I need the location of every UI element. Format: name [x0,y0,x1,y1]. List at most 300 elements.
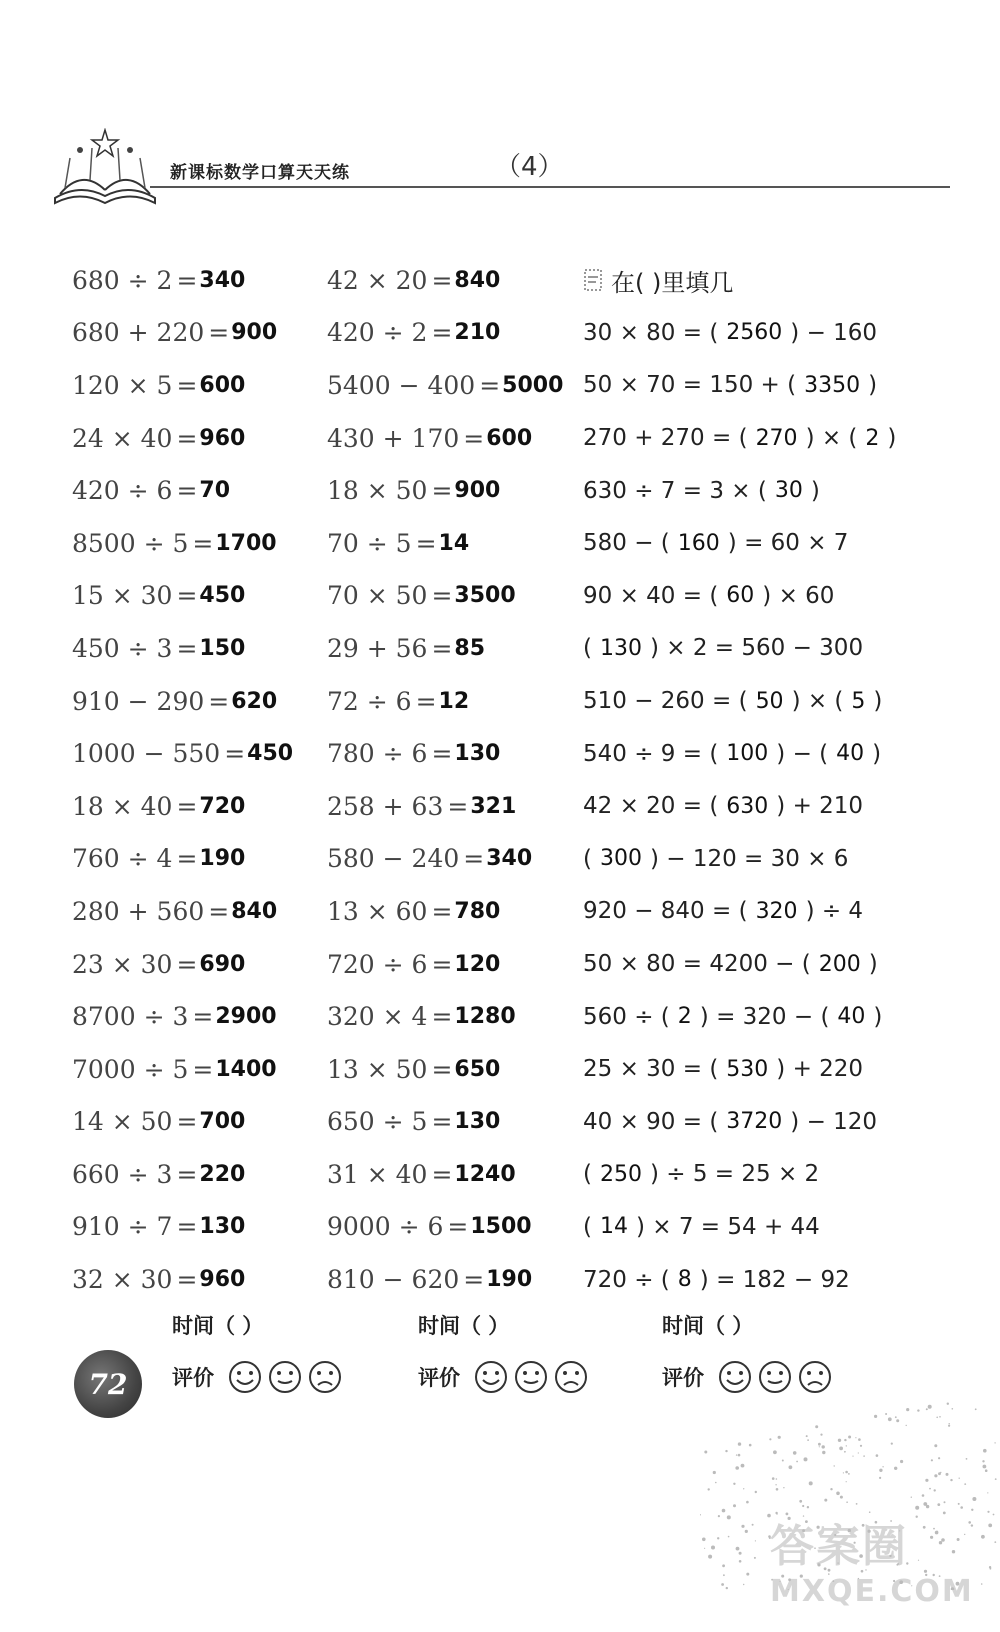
decor-dot [985,1469,988,1472]
sad-face-icon [798,1360,832,1394]
equals-sign: = [192,1002,214,1032]
decor-dot [922,1494,925,1497]
header-divider [150,186,950,188]
equals-sign: = [431,1002,453,1032]
equals-sign: = [176,791,198,821]
fill-text: 40 × 90 = ( [583,1108,719,1135]
decor-dot [895,1416,897,1418]
decor-dot [783,1487,784,1488]
calc-question: 15 × 30 [72,581,173,611]
equals-sign: = [208,686,230,716]
calc-answer: 620 [231,688,278,714]
decor-dot [858,1438,861,1441]
calc-row [327,780,577,833]
fill-answer: 250 [599,1161,642,1187]
fill-text: ) [868,372,878,399]
calc-answer: 900 [454,478,501,504]
calc-question: 910 − 290 [72,686,205,716]
fill-blank-row [583,1253,983,1306]
fill-text: ) × ( [805,425,858,452]
decor-dot [717,1537,719,1539]
decor-dot [733,1483,735,1485]
calc-answer: 85 [454,635,486,661]
fill-blank-row [583,833,983,886]
calc-answer: 960 [199,1267,246,1293]
decor-dot [722,1566,723,1567]
calc-question: 13 × 60 [327,896,428,926]
decor-dot [818,1443,821,1446]
fill-blank-row [583,412,983,465]
decor-dot [845,1471,848,1474]
decor-dot [745,1530,748,1533]
decor-dot [888,1417,892,1421]
equals-sign: = [431,633,453,663]
calc-question: 1000 − 550 [72,739,221,769]
decor-dot [755,1540,756,1541]
fill-text: ) + 220 [776,1056,864,1083]
decor-dot [782,1460,784,1462]
calc-row [327,885,577,938]
decor-dot [796,1461,798,1463]
decor-dot [946,1473,949,1476]
equals-sign: = [447,1212,469,1242]
equals-sign: = [431,265,453,295]
calc-answer: 900 [231,320,278,346]
calc-answer: 720 [199,793,246,819]
fill-answer: 40 [836,741,865,767]
equals-sign: = [431,318,453,348]
decor-dot [960,1506,963,1509]
fill-text: ) [868,951,878,978]
calc-question: 430 + 170 [327,423,460,453]
decor-dot [822,1445,825,1448]
calc-answer: 5000 [502,372,564,398]
calc-question: 31 × 40 [327,1159,428,1189]
calc-answer: 3500 [454,583,516,609]
decor-dot [733,1504,736,1507]
calc-row [72,254,322,307]
decor-dot [852,1456,853,1457]
decor-dot [882,1466,883,1467]
decor-dot [725,1450,727,1452]
calc-question: 280 + 560 [72,896,205,926]
equals-sign: = [463,844,485,874]
calc-row [327,1096,577,1149]
decor-dot [934,1444,937,1447]
decor-dot [855,1437,856,1438]
fill-answer: 530 [726,1056,769,1082]
fill-text: ) [873,688,883,715]
calc-question: 70 × 50 [327,581,428,611]
decor-dot [939,1416,941,1418]
calc-row [72,1253,322,1306]
calc-answer: 650 [454,1056,501,1082]
calc-row [327,990,577,1043]
calc-answer: 840 [454,267,501,293]
fill-blank-row [583,990,983,1043]
calc-question: 720 ÷ 6 [327,949,428,979]
calc-question: 420 ÷ 2 [327,318,428,348]
calc-row [72,938,322,991]
equals-sign: = [431,949,453,979]
fill-text: ) [887,425,897,452]
decor-dot [743,1488,744,1489]
time-label: 时间（ ） [418,1314,510,1338]
calc-row [72,412,322,465]
decor-dot [891,1443,893,1445]
equals-sign: = [176,1212,198,1242]
calc-row [72,1148,322,1201]
decor-dot [876,1454,879,1457]
fill-answer: 40 [837,1004,866,1030]
watermark [770,1510,1000,1620]
decor-dot [983,1465,987,1469]
decor-dot [972,1497,976,1501]
decor-dot [718,1515,720,1517]
fill-text: ( [583,635,592,662]
calc-answer: 220 [199,1161,246,1187]
fill-text: ( [583,1161,592,1188]
equals-sign: = [176,370,198,400]
fill-answer: 630 [726,793,769,819]
calc-row [327,570,577,623]
calc-row [72,464,322,517]
equals-sign: = [224,739,246,769]
calc-answer: 1700 [215,530,277,556]
calc-question: 42 × 20 [327,265,428,295]
fill-answer: 2 [865,425,880,451]
decor-dot [776,1488,779,1491]
page-number: 72 [88,1367,128,1401]
evaluation-label: 评价 [662,1366,704,1390]
calc-answer: 1400 [215,1056,277,1082]
calc-answer: 12 [438,688,470,714]
calc-answer: 130 [199,1214,246,1240]
calc-answer: 2900 [215,1004,277,1030]
fill-text: ) − ( [776,740,829,767]
calc-question: 450 ÷ 3 [72,633,173,663]
equals-sign: = [431,581,453,611]
calc-row [72,307,322,360]
calc-question: 70 ÷ 5 [327,528,412,558]
neutral-face-icon [514,1360,548,1394]
decor-dot [739,1552,742,1555]
task-marker-icon [583,267,605,293]
calc-answer: 960 [199,425,246,451]
decor-dot [822,1451,825,1454]
calc-question: 760 ÷ 4 [72,844,173,874]
fill-answer: 270 [755,425,798,451]
calc-question: 258 + 63 [327,791,444,821]
fill-blank-row [583,780,983,833]
fill-text: ) [872,740,882,767]
fill-text: ) × 60 [762,582,835,609]
decor-dot [772,1477,775,1480]
decor-dot [807,1506,809,1508]
fill-blank-row [583,359,983,412]
decor-dot [723,1574,725,1576]
decor-dot [700,1514,701,1515]
fill-text: 270 + 270 = ( [583,425,748,452]
neutral-face-icon [268,1360,302,1394]
calc-question: 8700 ÷ 3 [72,1002,189,1032]
equals-sign: = [479,370,501,400]
decor-dot [746,1501,749,1504]
decor-dot [952,1408,954,1410]
calc-row [327,254,577,307]
decor-dot [937,1503,940,1506]
calc-question: 810 − 620 [327,1265,460,1295]
decor-dot [900,1460,903,1463]
calc-answer: 190 [199,846,246,872]
fill-text: ) × ( [791,688,844,715]
decor-dot [925,1479,928,1482]
decor-dot [987,1492,988,1493]
equals-sign: = [447,791,469,821]
calc-answer: 340 [199,267,246,293]
fill-text: ) = 60 × 7 [727,530,849,557]
decor-dot [885,1413,887,1415]
decor-dot [819,1446,820,1447]
calc-question: 650 ÷ 5 [327,1107,428,1137]
fill-blank-row [583,464,983,517]
fill-text: 580 − ( [583,530,670,557]
decor-dot [836,1492,840,1496]
decor-dot [879,1477,881,1479]
decor-dot [743,1584,744,1585]
calc-answer: 150 [199,635,246,661]
calc-row [327,307,577,360]
calc-answer: 70 [199,478,231,504]
calc-question: 23 × 30 [72,949,173,979]
calc-row [72,359,322,412]
decor-dot [769,1438,771,1440]
calc-row [327,1148,577,1201]
calc-row [72,990,322,1043]
fill-text: 720 ÷ ( [583,1266,670,1293]
fill-answer: 300 [599,846,642,872]
footer-block-2 [418,1310,588,1394]
decor-dot [926,1505,929,1508]
calc-row [72,622,322,675]
decor-dot [879,1469,882,1472]
fill-blank-row [583,938,983,991]
decor-dot [840,1496,843,1499]
evaluation-row [418,1360,588,1394]
sad-face-icon [554,1360,588,1394]
decor-dot [746,1573,749,1576]
evaluation-label: 评价 [418,1366,460,1390]
decor-dot [721,1583,724,1586]
fill-blank-title: 在( )里填几 [611,268,734,297]
fill-blank-row [583,1043,983,1096]
decor-dot [776,1478,778,1480]
calc-question: 680 + 220 [72,318,205,348]
calc-question: 24 × 40 [72,423,173,453]
decor-dot [722,1509,726,1513]
calc-row [327,517,577,570]
fill-answer: 320 [755,898,798,924]
equals-sign: = [176,265,198,295]
equals-sign: = [463,423,485,453]
decor-dot [856,1503,858,1505]
decor-dot [736,1454,737,1455]
decor-dot [704,1451,707,1454]
decor-dot [917,1409,919,1411]
decor-dot [860,1445,862,1447]
decor-dot [938,1457,940,1459]
calc-question: 32 × 30 [72,1265,173,1295]
calc-answer: 120 [454,951,501,977]
sad-face-icon [308,1360,342,1394]
equals-sign: = [176,949,198,979]
fill-blank-row [583,517,983,570]
decor-dot [896,1419,899,1422]
calc-question: 420 ÷ 6 [72,476,173,506]
fill-answer: 14 [599,1214,628,1240]
equals-sign: = [431,1159,453,1189]
decor-dot [741,1464,745,1468]
calc-answer: 840 [231,898,278,924]
calc-answer: 450 [247,741,294,767]
equals-sign: = [208,896,230,926]
decor-dot [715,1482,717,1484]
decor-dot [950,1479,952,1481]
fill-answer: 50 [755,688,784,714]
decor-dot [944,1501,946,1503]
fill-text: ) − 160 [790,319,878,346]
decor-dot [846,1501,848,1503]
equals-sign: = [176,1159,198,1189]
fill-text: 90 × 40 = ( [583,582,719,609]
fill-text: 50 × 70 = 150 + ( [583,372,797,399]
decor-dot [983,1449,987,1453]
fill-answer: 100 [726,741,769,767]
fill-text: ) ÷ 5 = 25 × 2 [649,1161,820,1188]
calc-row [72,1096,322,1149]
fill-text: ) [810,477,820,504]
decor-dot [754,1557,756,1559]
fill-text: 30 × 80 = ( [583,319,719,346]
fill-text: ) ÷ 4 [805,898,864,925]
decor-dot [848,1473,850,1475]
decor-dot [966,1458,968,1460]
fill-blank-row [583,727,983,780]
fill-answer: 2560 [726,320,783,346]
calc-answer: 210 [454,320,501,346]
equals-sign: = [176,581,198,611]
decor-dot [906,1425,907,1426]
decor-dot [934,1489,936,1491]
decor-dot [843,1472,844,1473]
fill-answer: 3350 [804,372,861,398]
calc-question: 9000 ÷ 6 [327,1212,444,1242]
decor-dot [948,1425,950,1427]
equals-sign: = [431,1054,453,1084]
decor-dot [735,1466,739,1470]
fill-answer: 200 [818,951,861,977]
fill-text: ) [873,1003,883,1030]
decor-dot [820,1434,822,1436]
calc-question: 14 × 50 [72,1107,173,1137]
decor-dot [752,1524,754,1526]
equals-sign: = [176,844,198,874]
page-number-badge [74,1350,142,1418]
decor-dot [713,1471,716,1474]
decor-dot [844,1439,846,1441]
calc-question: 680 ÷ 2 [72,265,173,295]
fill-answer: 60 [726,583,755,609]
decor-dot [830,1488,832,1490]
volume-label: （4） [495,152,564,182]
decor-dot [975,1408,977,1410]
decor-dot [778,1436,781,1439]
fill-text: 42 × 20 = ( [583,793,719,820]
decor-dot [728,1536,730,1538]
calc-column-1 [72,254,322,1306]
fill-answer: 30 [774,478,803,504]
decor-dot [773,1450,777,1454]
fill-text: ) = 320 − ( [699,1003,830,1030]
calc-row [72,780,322,833]
decor-dot [755,1491,757,1493]
smile-face-icon [474,1360,508,1394]
decor-dot [846,1481,847,1482]
fill-blank-row [583,885,983,938]
decor-dot [844,1451,846,1453]
calc-row [72,570,322,623]
evaluation-row [662,1360,832,1394]
decor-dot [708,1488,710,1490]
decor-dot [702,1538,706,1542]
fill-text: 25 × 30 = ( [583,1056,719,1083]
calc-question: 660 ÷ 3 [72,1159,173,1189]
decor-dot [926,1408,928,1410]
decor-dot [964,1483,966,1485]
fill-blank-row [583,1148,983,1201]
decor-dot [711,1546,715,1550]
decor-dot [736,1547,740,1551]
equals-sign: = [431,739,453,769]
decor-dot [934,1474,937,1477]
fill-text: ) − 120 = 30 × 6 [649,845,849,872]
equals-sign: = [208,318,230,348]
calc-question: 29 + 56 [327,633,428,663]
decor-dot [809,1481,813,1485]
calc-answer: 700 [199,1109,246,1135]
decor-dot [947,1403,949,1405]
calc-row [72,727,322,780]
decor-dot [994,1442,995,1443]
calc-answer: 340 [486,846,533,872]
calc-row [72,1043,322,1096]
calc-row [327,727,577,780]
fill-blank-row [583,307,983,360]
fill-answer: 5 [851,688,866,714]
decor-dot [804,1457,808,1461]
calc-question: 120 × 5 [72,370,173,400]
decor-dot [858,1452,859,1453]
equals-sign: = [431,1107,453,1137]
decor-dot [936,1417,938,1419]
decor-dot [738,1454,741,1457]
decor-dot [824,1499,827,1502]
calc-row [327,675,577,728]
calc-row [327,1253,577,1306]
decor-dot [815,1425,818,1428]
calc-row [327,622,577,675]
equals-sign: = [415,686,437,716]
